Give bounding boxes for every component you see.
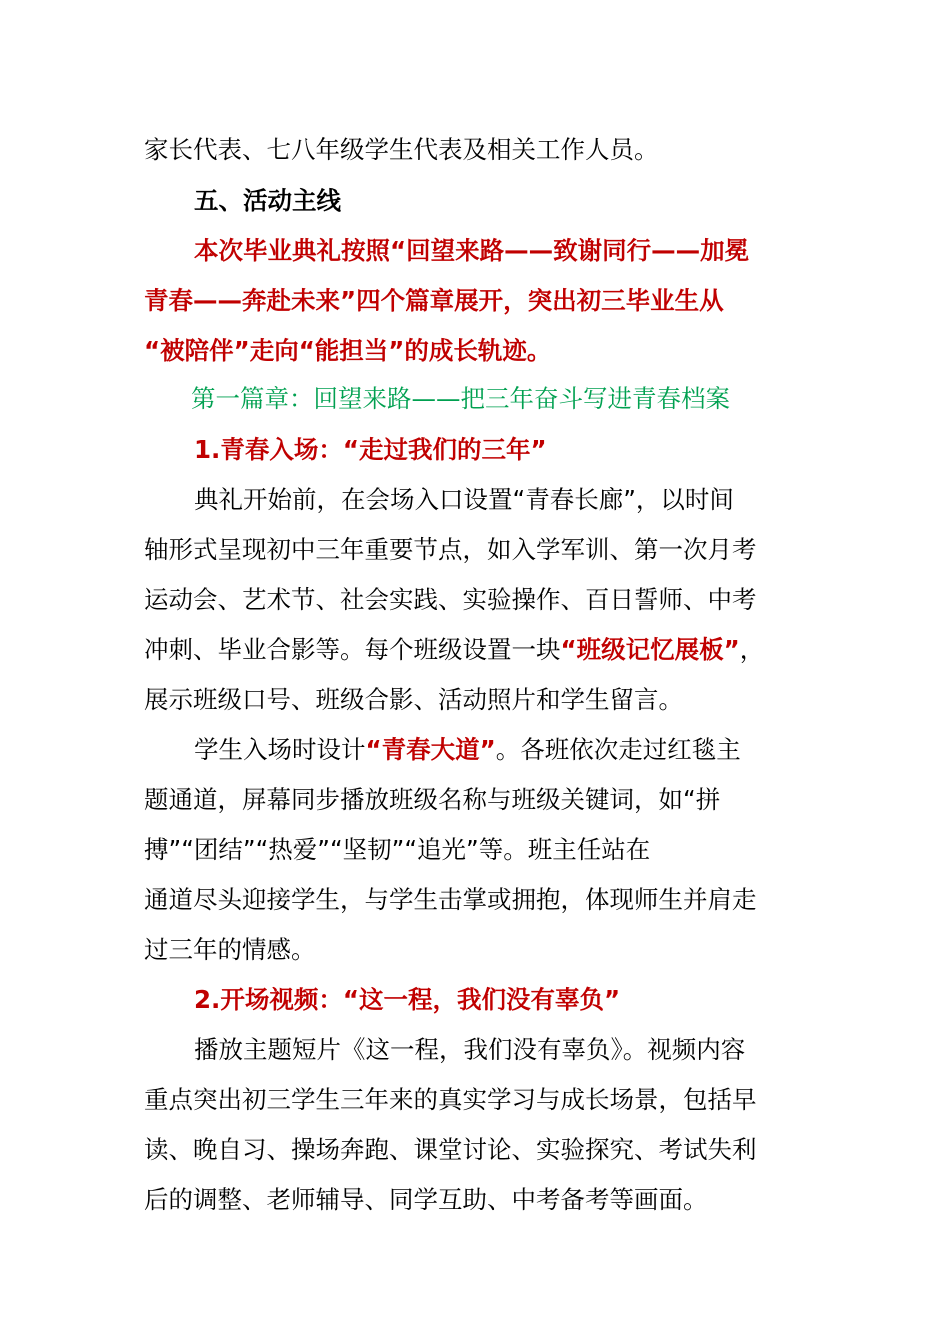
item-1-para1-line4 (144, 625, 824, 675)
highlight-text: “班级记忆展板” (560, 635, 740, 664)
item-1-para2-line3: 搏”“团结”“热爱”“坚韧”“追光”等。班主任站在 (144, 835, 651, 864)
summary-line-2: 青春——奔赴未来”四个篇章展开，突出初三毕业生从 (144, 286, 724, 315)
item-1-heading: 1.青春入场：“走过我们的三年” (194, 435, 547, 464)
body-text: 。各班依次走过红毯主 (495, 735, 741, 764)
continuation-text: 家长代表、七八年级学生代表及相关工作人员。 (144, 135, 659, 164)
item-1-para1-line1: 典礼开始前，在会场入口设置“青春长廊”，以时间 (194, 485, 734, 514)
highlight-text: “青春大道” (365, 735, 496, 764)
chapter-heading: 第一篇章：回望来路——把三年奋斗写进青春档案 (191, 384, 730, 413)
item-1-para1-line2: 轴形式呈现初中三年重要节点，如入学军训、第一次月考 (144, 535, 757, 564)
item-1-para2-line5: 过三年的情感。 (144, 935, 316, 964)
item-1-para2-line4: 通道尽头迎接学生，与学生击掌或拥抱，体现师生并肩走 (144, 885, 757, 914)
item-2-para1-line3: 读、晚自习、操场奔跑、课堂讨论、实验探究、考试失利 (144, 1135, 757, 1164)
item-2-para1-line4: 后的调整、老师辅导、同学互助、中考备考等画面。 (144, 1185, 708, 1214)
summary-line-1: 本次毕业典礼按照“回望来路——致谢同行——加冕 (194, 236, 750, 265)
item-1-para1-line5: 展示班级口号、班级合影、活动照片和学生留言。 (144, 685, 683, 714)
summary-line-3: “被陪伴”走向“能担当”的成长轨迹。 (144, 336, 552, 365)
item-2-para1-line1: 播放主题短片《这一程，我们没有辜负》。视频内容 (194, 1035, 746, 1064)
item-1-para2-line1 (194, 725, 824, 775)
item-2-para1-line2: 重点突出初三学生三年来的真实学习与成长场景，包括早 (144, 1085, 757, 1114)
body-text: 学生入场时设计 (194, 735, 366, 764)
body-text: ， (739, 635, 765, 664)
item-1-para1-line3: 运动会、艺术节、社会实践、实验操作、百日誓师、中考 (144, 585, 757, 614)
body-text: 冲刺、毕业合影等。每个班级设置一块 (144, 635, 561, 664)
item-1-para2-line2: 题通道，屏幕同步播放班级名称与班级关键词，如“拼 (144, 785, 721, 814)
section-heading: 五、活动主线 (194, 186, 341, 215)
item-2-heading: 2.开场视频：“这一程，我们没有辜负” (194, 985, 621, 1014)
